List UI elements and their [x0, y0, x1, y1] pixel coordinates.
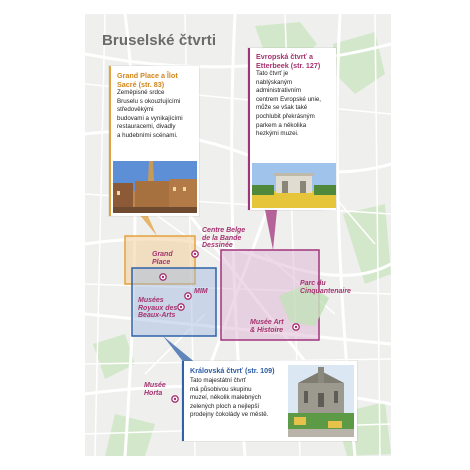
label-musees-royaux: Musées Royaux des Beaux-Arts: [138, 297, 178, 320]
museum-pin-icon: [191, 245, 199, 253]
museum-pin-icon: [292, 318, 300, 326]
cinquantenaire-photo: [252, 163, 336, 208]
museum-pin-icon: [184, 287, 192, 295]
museum-pin-icon: [177, 298, 185, 306]
label-parc-cinquantenaire: Parc du Cinquantenaire: [300, 280, 351, 295]
museum-pin-icon: [159, 268, 167, 276]
label-centre-belge: Centre Belge de la Bande Dessinée: [202, 227, 246, 250]
card-european-quarter: [248, 48, 336, 210]
label-musee-horta: Musée Horta: [144, 382, 166, 397]
sablon-church-photo: [288, 365, 354, 437]
museum-pin-icon: [171, 390, 179, 398]
label-mim: MIM: [194, 288, 208, 295]
card-grand-place: [109, 66, 199, 216]
card-royal-text: Tato majestátní čtvrť má působivou skupinu muzeí, několik malebných zelených ploch a nejlepší prodejny čokolády ve městě.: [190, 377, 269, 419]
card-european-title: Evropská čtvrť a Etterbeek (str. 127): [256, 52, 321, 70]
label-grand-place: Grand Place: [152, 251, 173, 266]
card-royal-quarter: [182, 361, 357, 441]
page-title: Bruselské čtvrti: [102, 32, 217, 49]
card-royal-title: Královská čtvrť (str. 109): [190, 366, 275, 375]
label-musee-art-histoire: Musée Art & Histoire: [250, 319, 284, 334]
guide-page: [85, 14, 391, 456]
card-grand-place-title: Grand Place a Îlot Sacré (str. 83): [117, 71, 178, 89]
card-european-text: Tato čtvrť je nablýskaným administrativním centrem Evropské unie, může se však také pochlubit překrásným parkem a několika hezkými muzei.: [256, 70, 321, 138]
grand-place-photo: [113, 161, 197, 213]
card-grand-place-text: Zeměpisné srdce Bruselu s okouzlujícími středověkými budovami a vynikajícími restauracemi, divadly a hudebními scénami.: [117, 89, 183, 139]
